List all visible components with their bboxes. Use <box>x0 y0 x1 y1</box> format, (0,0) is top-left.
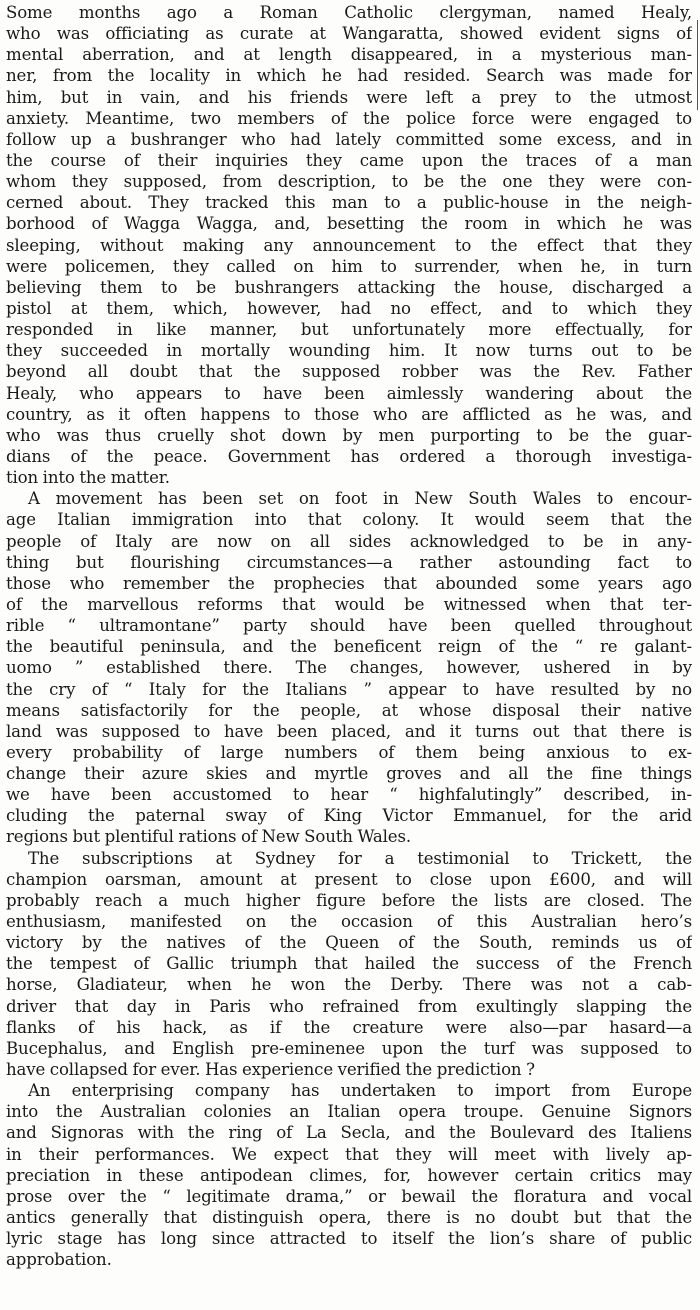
text-line: probably reach a much higher figure before the lists are closed. The <box>6 890 692 910</box>
text-line: of the marvellous reforms that would be witnessed when that ter- <box>6 594 692 614</box>
article-paragraph <box>6 488 692 847</box>
text-line: approbation. <box>6 1250 112 1270</box>
text-line: Healy, who appears to have been aimlessly wandering about the <box>6 383 692 403</box>
text-line: change their azure skies and myrtle groves and all the fine things <box>6 764 692 784</box>
text-line: land was supposed to have been placed, and it turns out that there is <box>6 721 692 741</box>
text-line: flanks of his hack, as if the creature were also—par hasard—a <box>6 1017 692 1037</box>
text-line: the tempest of Gallic triumph that hailed the success of the French <box>6 954 692 974</box>
text-line: preciation in these antipodean climes, for, however certain critics may <box>6 1165 692 1185</box>
column-rule <box>697 20 698 110</box>
text-line: tion into the matter. <box>6 468 170 488</box>
text-line: we have been accustomed to hear “ highfalutingly” described, in- <box>6 785 692 805</box>
text-line: follow up a bushranger who had lately committed some excess, and in <box>6 129 692 149</box>
article-column <box>6 2 692 1270</box>
text-line: ner, from the locality in which he had resided. Search was made for <box>6 66 692 86</box>
text-line: horse, Gladiateur, when he won the Derby. There was not a cab- <box>6 975 692 995</box>
text-line: regions but plentiful rations of New South Wales. <box>6 827 411 847</box>
text-line: cerned about. They tracked this man to a public-house in the neigh- <box>6 193 692 213</box>
text-line: driver that day in Paris who refrained from exultingly slapping the <box>6 996 692 1016</box>
text-line: uomo ” established there. The changes, however, ushered in by <box>6 658 692 678</box>
text-line: into the Australian colonies an Italian opera troupe. Genuine Signors <box>6 1102 692 1122</box>
text-line: who was thus cruelly shot down by men purporting to be the guar- <box>6 425 692 445</box>
text-line: who was officiating as curate at Wangaratta, showed evident signs of <box>6 24 692 44</box>
text-line: dians of the peace. Government has ordered a thorough investiga- <box>6 446 692 466</box>
text-line: sleeping, without making any announcement to the effect that they <box>6 235 692 255</box>
text-line: anxiety. Meantime, two members of the police force were engaged to <box>6 108 692 128</box>
text-line: responded in like manner, but unfortunately more effectually, for <box>6 320 692 340</box>
text-line: Some months ago a Roman Catholic clergyman, named Healy, <box>6 3 692 22</box>
text-line: The subscriptions at Sydney for a testimonial to Trickett, the <box>28 848 692 868</box>
text-line: the beautiful peninsula, and the beneficent reign of the “ re galant- <box>6 637 692 657</box>
text-line: pistol at them, which, however, had no effect, and to which they <box>6 298 692 318</box>
text-line: cluding the paternal sway of King Victor Emmanuel, for the arid <box>6 806 692 826</box>
text-line: rible “ ultramontane” party should have been quelled throughout <box>6 616 692 636</box>
text-line: in their performances. We expect that they will meet with lively ap- <box>6 1144 692 1164</box>
article-paragraph <box>6 2 692 488</box>
text-line: people of Italy are now on all sides acknowledged to be in any- <box>6 531 692 551</box>
article-paragraph <box>6 1080 692 1270</box>
text-line: antics generally that distinguish opera, there is no doubt but that the <box>6 1208 692 1228</box>
text-line: and Signoras with the ring of La Secla, and the Boulevard des Italiens <box>6 1123 692 1143</box>
text-line: the course of their inquiries they came upon the traces of a man <box>6 150 692 170</box>
text-line: country, as it often happens to those who are afflicted as he was, and <box>6 404 692 424</box>
text-line: age Italian immigration into that colony. It would seem that the <box>6 510 692 530</box>
text-line: enthusiasm, manifested on the occasion of this Australian hero’s <box>6 912 692 932</box>
text-line: victory by the natives of the Queen of the South, reminds us of <box>6 933 692 953</box>
text-line: whom they supposed, from description, to be the one they were con- <box>6 172 692 192</box>
text-line: A movement has been set on foot in New South Wales to encour- <box>28 489 692 509</box>
text-line: him, but in vain, and his friends were left a prey to the utmost <box>6 87 692 107</box>
text-line: means satisfactorily for the people, at whose disposal their native <box>6 700 692 720</box>
text-line: thing but flourishing circumstances—a rather astounding fact to <box>6 552 692 572</box>
text-line: mental aberration, and at length disappeared, in a mysterious man- <box>6 45 692 65</box>
text-line: An enterprising company has undertaken to import from Europe <box>28 1081 692 1101</box>
text-line: beyond all doubt that the supposed robber was the Rev. Father <box>6 362 692 382</box>
article-paragraph <box>6 848 692 1081</box>
text-line: believing them to be bushrangers attacking the house, discharged a <box>6 277 692 297</box>
text-line: the cry of “ Italy for the Italians ” appear to have resulted by no <box>6 679 692 699</box>
text-line: those who remember the prophecies that abounded some years ago <box>6 573 692 593</box>
text-line: they succeeded in mortally wounding him. It now turns out to be <box>6 341 692 361</box>
text-line: were policemen, they called on him to surrender, when he, in turn <box>6 256 692 276</box>
text-line: borhood of Wagga Wagga, and, besetting the room in which he was <box>6 214 692 234</box>
text-line: Bucephalus, and English pre-eminenee upon the turf was supposed to <box>6 1038 692 1058</box>
text-line: champion oarsman, amount at present to close upon £600, and will <box>6 869 692 889</box>
text-line: prose over the “ legitimate drama,” or bewail the floratura and vocal <box>6 1186 692 1206</box>
text-line: every probability of large numbers of them being anxious to ex- <box>6 742 692 762</box>
text-line: lyric stage has long since attracted to itself the lion’s share of public <box>6 1229 692 1249</box>
text-line: have collapsed for ever. Has experience verified the prediction ? <box>6 1060 535 1080</box>
